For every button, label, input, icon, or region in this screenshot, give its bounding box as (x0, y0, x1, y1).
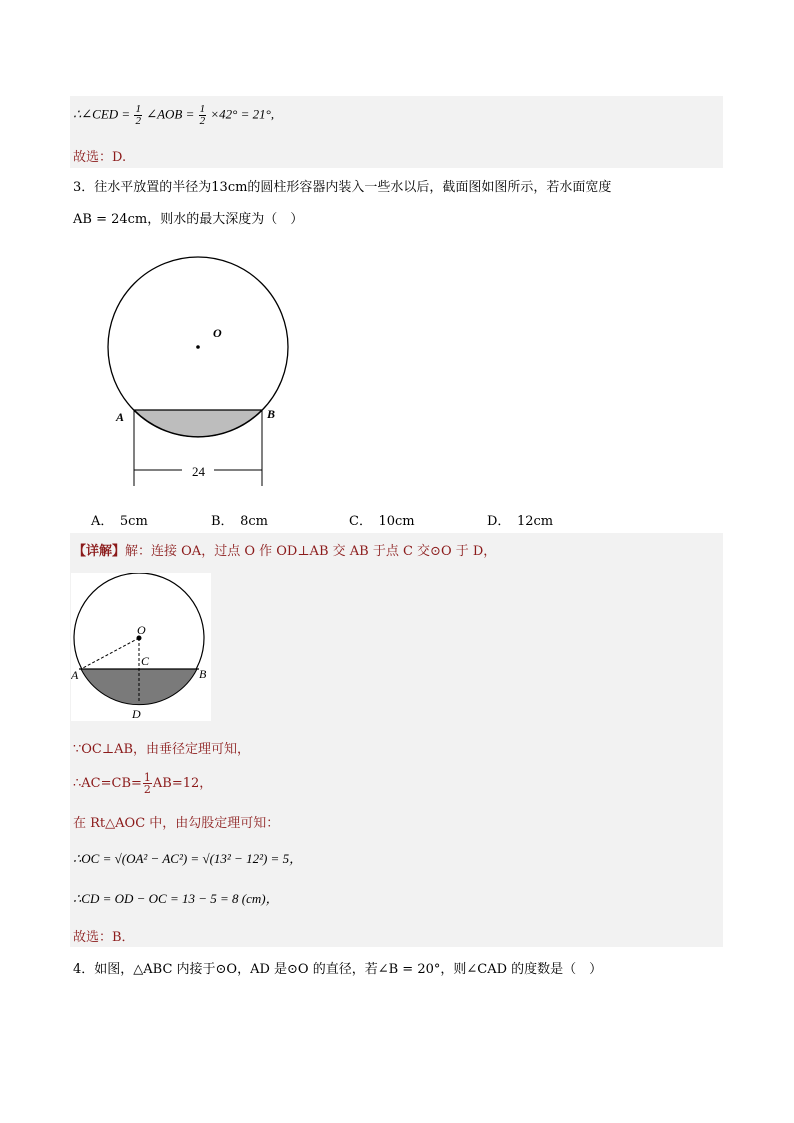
solution-step-1: ∵OC⊥AB，由垂径定理可知， (73, 742, 251, 757)
q3-text-2: AB = 24cm，则水的最大深度为（ ） (73, 212, 304, 227)
solution-label-a: A (71, 668, 79, 682)
choice-c[interactable]: C． 10cm (349, 514, 415, 529)
solution-intro (73, 540, 496, 559)
q4-text-line (73, 958, 602, 977)
q3-width-label: 24 (192, 464, 205, 479)
fraction-half-2: $\frac{1}{2}$ (199, 103, 206, 127)
prev-line1-mid: ∠AOB = (146, 106, 195, 122)
q3-water-segment (134, 410, 262, 437)
solution-label-c: C (141, 654, 150, 668)
q3-label-o: O (213, 326, 222, 340)
solution-label-b: B (199, 667, 207, 681)
solution-tag: 【详解】 (73, 544, 126, 559)
q4-text: 如图，△ABC 内接于⊙O，AD 是⊙O 的直径，若∠B = 20°，则∠CAD 的度数是（ ） (94, 962, 603, 977)
choice-a[interactable]: A． 5cm (91, 514, 148, 529)
solution-intro-text: 解：连接 OA，过点 O 作 OD⊥AB 交 AB 于点 C 交⊙O 于 D， (125, 544, 497, 559)
prev-line1-prefix: ∴∠CED = (73, 106, 131, 122)
solution-step-3: 在 Rt△AOC 中，由勾股定理可知： (73, 816, 280, 831)
solution-step-4: ∴OC = √(OA² − AC²) = √(13² − 12²) = 5， (73, 851, 303, 866)
solution-step-2: ∴AC=CB= $\frac{1}{2}$ AB=12， (73, 771, 213, 796)
solution-answer: 故选：B． (73, 930, 135, 945)
fraction-half-3: $\frac{1}{2}$ (143, 771, 151, 796)
q3-center-dot (196, 345, 200, 349)
q3-text-1: 往水平放置的半径为13cm的圆柱形容器内装入一些水以后，截面图如图所示，若水面宽度 (94, 180, 612, 195)
solution-label-o: O (137, 623, 146, 637)
fraction-half: $\frac{1}{2}$ (135, 103, 141, 127)
choice-b[interactable]: B． 8cm (211, 514, 268, 529)
q3-label-b: B (267, 407, 276, 421)
prev-line-1 (73, 104, 274, 127)
prev-line1-times: ×42° = 21°, (210, 106, 275, 122)
q3-text-line-1 (73, 176, 611, 195)
solution-step-5: ∴CD = OD − OC = 13 − 5 = 8 (cm)， (73, 891, 279, 906)
solution-label-d: D (132, 707, 141, 721)
choice-d[interactable]: D． 12cm (487, 514, 554, 529)
q3-label-a: A (116, 410, 125, 424)
q3-circle-figure (100, 240, 300, 490)
q4-number: 4． (73, 962, 95, 977)
solution-figure (71, 573, 211, 721)
prev-answer: 故选：D. (73, 150, 127, 165)
q3-number: 3． (73, 180, 95, 195)
